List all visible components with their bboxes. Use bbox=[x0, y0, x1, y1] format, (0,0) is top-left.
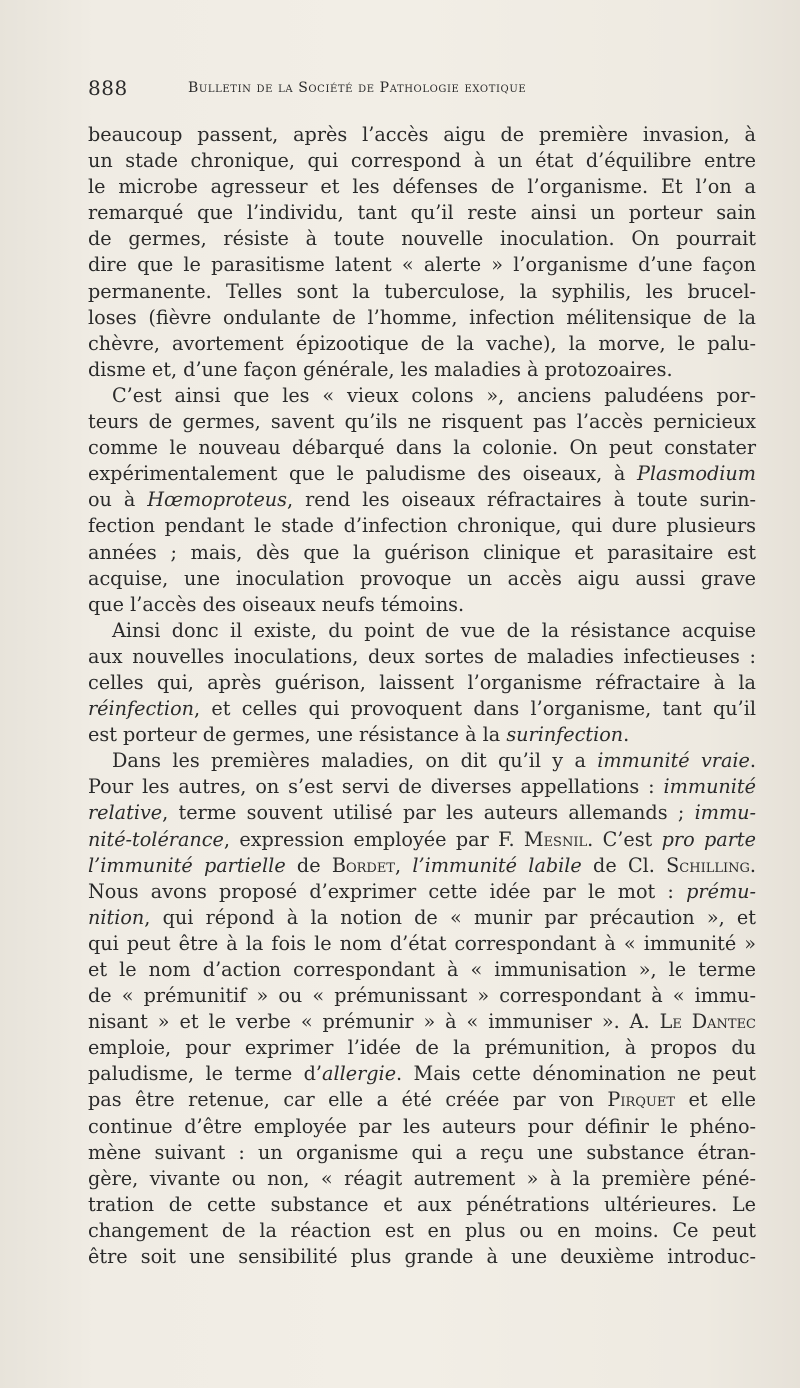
text-line bbox=[88, 800, 756, 826]
text-line bbox=[88, 1009, 756, 1035]
text-line bbox=[88, 1192, 756, 1218]
text-segment: et le nom d’action correspondant à « immunisation », le terme bbox=[88, 958, 756, 981]
page-header bbox=[88, 74, 748, 104]
text-segment: continue d’être employée par les auteurs pour définir le phéno- bbox=[88, 1114, 756, 1138]
text-line bbox=[88, 592, 756, 618]
italic-text: nité-tolérance bbox=[88, 827, 224, 851]
body-text bbox=[88, 122, 756, 1270]
text-line bbox=[88, 670, 756, 696]
text-segment: Pour les autres, on s’est servi de diverses appellations : bbox=[88, 775, 664, 799]
text-line bbox=[88, 722, 756, 748]
text-line bbox=[88, 1114, 756, 1140]
text-segment: teurs de germes, savent qu’ils ne risquent pas l’accès pernicieux bbox=[88, 410, 756, 434]
text-line bbox=[88, 1140, 756, 1166]
text-segment: aux nouvelles inoculations, deux sortes de maladies infectieuses : bbox=[88, 644, 756, 668]
text-line bbox=[88, 513, 756, 539]
text-line bbox=[88, 357, 756, 383]
text-segment: chèvre, avortement épizootique de la vache), la morve, le palu- bbox=[88, 331, 756, 355]
text-line bbox=[88, 226, 756, 252]
text-segment: paludisme, le terme d’ bbox=[88, 1062, 323, 1086]
italic-text: immunité vraie bbox=[597, 749, 750, 773]
text-segment: mène suivant : un organisme qui a reçu une substance étran- bbox=[88, 1140, 756, 1164]
text-segment: celles qui, après guérison, laissent l’organisme réfractaire à la bbox=[88, 670, 756, 694]
text-segment: , rend les oiseaux réfractaires à toute surin- bbox=[287, 488, 756, 512]
italic-text: pro parte bbox=[661, 827, 756, 851]
text-segment: remarqué que l’individu, tant qu’il reste ainsi un porteur sain bbox=[88, 201, 756, 225]
text-segment: emploie, pour exprimer l’idée de la prémunition, à propos du bbox=[88, 1036, 756, 1060]
text-line bbox=[88, 200, 756, 226]
text-line bbox=[88, 252, 756, 278]
italic-text: allergie bbox=[322, 1062, 397, 1086]
text-line bbox=[88, 879, 756, 905]
text-segment: acquise, une inoculation provoque un accès aigu aussi grave bbox=[88, 566, 756, 590]
text-segment: . C’est bbox=[587, 827, 662, 851]
text-line bbox=[88, 1087, 756, 1113]
text-segment: le microbe agresseur et les défenses de l’organisme. Et l’on a bbox=[88, 175, 756, 199]
author-name: Le Dantec bbox=[659, 1010, 757, 1034]
text-segment: . bbox=[749, 749, 756, 773]
text-line bbox=[88, 931, 756, 957]
italic-text: prému- bbox=[686, 879, 756, 903]
text-segment: disme et, d’une façon générale, les maladies à protozoaires. bbox=[88, 357, 673, 381]
italic-text: relative bbox=[88, 801, 163, 825]
text-segment: beaucoup passent, après l’accès aigu de première invasion, à bbox=[88, 123, 756, 146]
text-line bbox=[88, 566, 756, 592]
text-line bbox=[88, 853, 756, 879]
italic-text: l’immunité labile bbox=[412, 853, 582, 877]
text-segment: pas être retenue, car elle a été créée par von bbox=[88, 1088, 608, 1112]
text-segment: changement de la réaction est en plus ou en moins. Ce peut bbox=[88, 1218, 756, 1242]
author-name: Mesnil bbox=[523, 827, 588, 851]
text-line bbox=[88, 331, 756, 357]
text-line bbox=[88, 122, 756, 148]
text-line bbox=[88, 148, 756, 174]
italic-text: immunité bbox=[663, 775, 756, 799]
text-segment: qui peut être à la fois le nom d’état correspondant à « immunité » bbox=[88, 931, 756, 955]
text-line bbox=[88, 827, 756, 853]
text-line bbox=[88, 435, 756, 461]
text-segment: expérimentalement que le paludisme des oiseaux, à bbox=[88, 462, 637, 486]
italic-text: Plasmodium bbox=[636, 462, 756, 486]
text-line bbox=[88, 487, 756, 513]
text-segment: , terme souvent utilisé par les auteurs allemands ; bbox=[162, 801, 695, 825]
italic-text: réinfection bbox=[88, 697, 194, 721]
text-line bbox=[88, 279, 756, 305]
text-segment: nisant » et le verbe « prémunir » à « immuniser ». A. bbox=[88, 1010, 660, 1034]
text-segment: tration de cette substance et aux pénétrations ultérieures. Le bbox=[88, 1192, 756, 1216]
text-segment: être soit une sensibilité plus grande à une deuxième introduc- bbox=[88, 1245, 756, 1269]
author-name: Bordet bbox=[331, 853, 395, 877]
text-segment: . bbox=[749, 853, 756, 877]
italic-text: immu- bbox=[694, 801, 756, 825]
text-line bbox=[88, 618, 756, 644]
italic-text: nition bbox=[88, 905, 145, 929]
text-segment: loses (fièvre ondulante de l’homme, infection mélitensique de la bbox=[88, 305, 756, 329]
text-segment: un stade chronique, qui correspond à un état d’équilibre entre bbox=[88, 149, 756, 173]
text-segment: années ; mais, dès que la guérison clinique et parasitaire est bbox=[88, 540, 756, 564]
text-segment: de germes, résiste à toute nouvelle inoculation. On pourrait bbox=[88, 227, 756, 251]
text-line bbox=[88, 905, 756, 931]
text-line bbox=[88, 644, 756, 670]
page-number: 888 bbox=[88, 76, 128, 100]
author-name: Pirquet bbox=[607, 1088, 676, 1112]
text-segment: de « prémunitif » ou « prémunissant » correspondant à « immu- bbox=[88, 984, 756, 1008]
text-segment: ou à bbox=[88, 488, 148, 512]
text-segment: , qui répond à la notion de « munir par précaution », et bbox=[144, 905, 756, 929]
running-title: Bulletin de la Société de Pathologie exotique bbox=[188, 80, 527, 96]
author-name: Schilling bbox=[666, 853, 750, 877]
text-segment: Dans les premières maladies, on dit qu’il y a bbox=[112, 749, 598, 773]
italic-text: surinfection bbox=[506, 723, 624, 747]
text-segment: de Cl. bbox=[581, 853, 667, 877]
text-line bbox=[88, 1218, 756, 1244]
text-line bbox=[88, 1166, 756, 1192]
text-segment: , et celles qui provoquent dans l’organisme, tant qu’il bbox=[193, 697, 756, 721]
text-line bbox=[88, 1244, 756, 1270]
text-segment: de bbox=[285, 853, 332, 877]
text-line bbox=[88, 174, 756, 200]
italic-text: Hœmoproteus bbox=[147, 488, 288, 512]
text-segment: C’est ainsi que les « vieux colons », anciens paludéens por- bbox=[112, 383, 756, 407]
text-line bbox=[88, 957, 756, 983]
italic-text: l’immunité partielle bbox=[88, 853, 286, 877]
text-line bbox=[88, 748, 756, 774]
text-segment: Ainsi donc il existe, du point de vue de la résistance acquise bbox=[112, 618, 756, 642]
text-line bbox=[88, 383, 756, 409]
text-segment: . bbox=[623, 723, 630, 747]
text-segment: gère, vivante ou non, « réagit autrement » à la première péné- bbox=[88, 1166, 756, 1190]
text-segment: dire que le parasitisme latent « alerte » l’organisme d’une façon bbox=[88, 253, 756, 277]
text-line bbox=[88, 1061, 756, 1087]
text-line bbox=[88, 305, 756, 331]
text-segment: fection pendant le stade d’infection chronique, qui dure plusieurs bbox=[88, 514, 756, 538]
text-line bbox=[88, 983, 756, 1009]
text-line bbox=[88, 774, 756, 800]
text-segment: , bbox=[394, 853, 413, 877]
text-line bbox=[88, 540, 756, 566]
text-line bbox=[88, 461, 756, 487]
text-line bbox=[88, 1035, 756, 1061]
text-segment: , expression employée par F. bbox=[223, 827, 524, 851]
text-segment: . Mais cette dénomination ne peut bbox=[396, 1062, 756, 1086]
text-line bbox=[88, 409, 756, 435]
text-segment: Nous avons proposé d’exprimer cette idée par le mot : bbox=[88, 879, 687, 903]
text-segment: permanente. Telles sont la tuberculose, la syphilis, les brucel- bbox=[88, 279, 756, 303]
text-segment: que l’accès des oiseaux neufs témoins. bbox=[88, 592, 465, 616]
text-segment: et elle bbox=[675, 1088, 756, 1112]
text-line bbox=[88, 696, 756, 722]
text-segment: est porteur de germes, une résistance à la bbox=[88, 723, 507, 747]
text-segment: comme le nouveau débarqué dans la colonie. On peut constater bbox=[88, 436, 756, 460]
